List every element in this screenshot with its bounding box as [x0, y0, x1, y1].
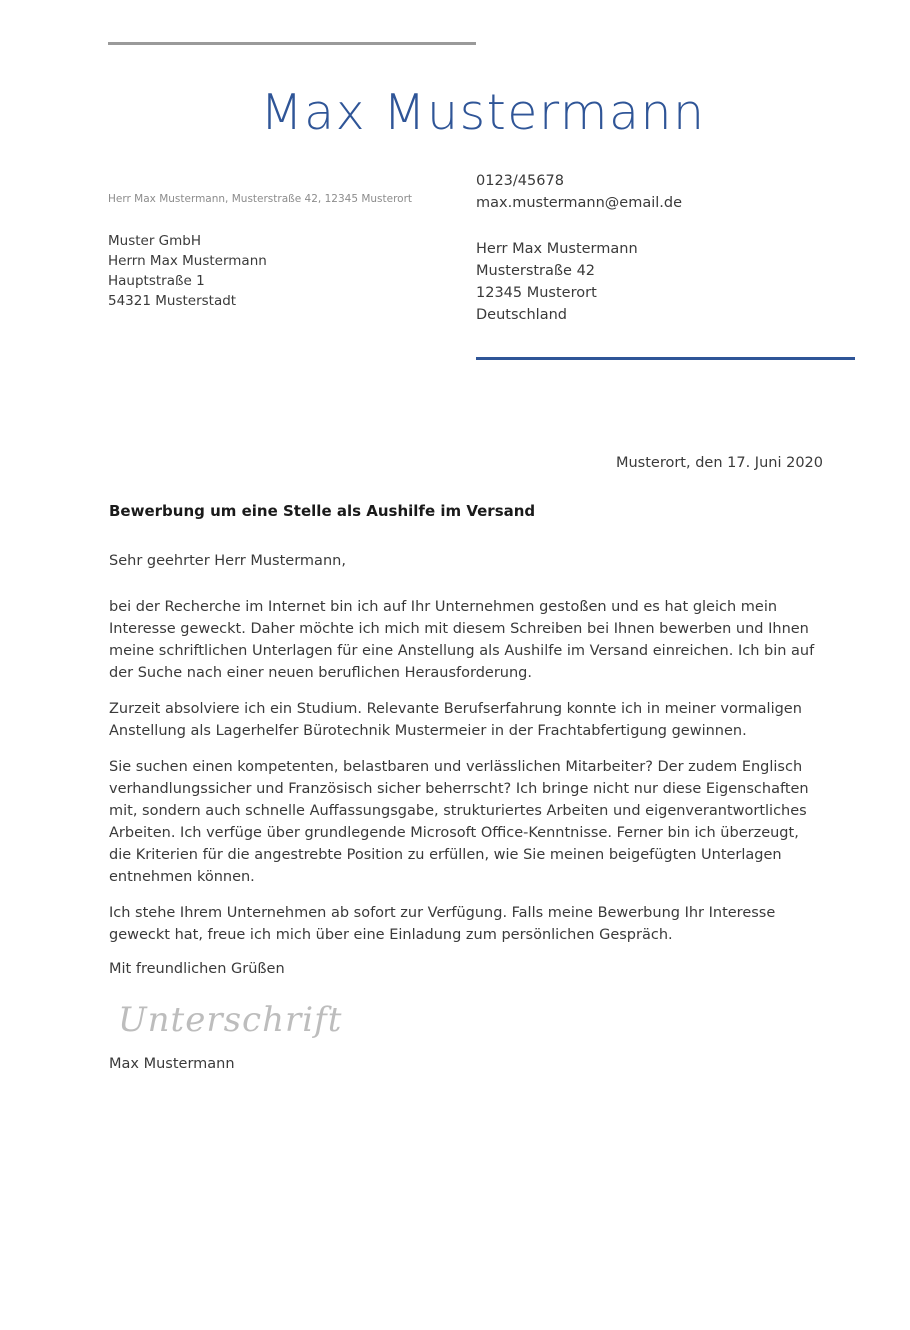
letter-salutation: Sehr geehrter Herr Mustermann,	[109, 553, 346, 569]
letter-subject: Bewerbung um eine Stelle als Aushilfe im Versand	[109, 502, 536, 520]
signer-name: Max Mustermann	[109, 1056, 235, 1072]
recipient-person: Herrn Max Mustermann	[108, 253, 267, 269]
header-divider	[108, 42, 476, 45]
body-paragraph-3: Sie suchen einen kompetenten, belastbaren und verlässlichen Mitarbeiter? Der zudem Englisch verhandlungssicher und Französisch sicher beherrscht? Ich bringe nicht nur diese Eigenschaften mit, sondern auch schnelle Auffassungsgabe, strukturiertes Arbeiten und eigenverantwortliches Arbeiten. Ich verfüge über grundlegende Microsoft Office-Kenntnisse. Ferner bin ich überzeugt, die Kriterien für die angestrebte Position zu erfüllen, wie Sie meinen beigefügten Unterlagen entnehmen können.	[109, 759, 809, 885]
recipient-address-block	[108, 231, 267, 311]
signature-placeholder: Unterschrift	[118, 1000, 343, 1040]
letter-closing: Mit freundlichen Grüßen	[109, 961, 285, 977]
recipient-company: Muster GmbH	[108, 233, 202, 249]
body-paragraph-4: Ich stehe Ihrem Unternehmen ab sofort zur Verfügung. Falls meine Bewerbung Ihr Interesse geweckt hat, freue ich mich über eine Einladung zum persönlichen Gespräch.	[109, 905, 776, 943]
applicant-name-title: Max Mustermann	[260, 84, 706, 141]
contact-block	[476, 170, 682, 214]
contact-phone: 0123/45678	[476, 173, 564, 189]
sender-address-block	[476, 238, 638, 326]
sender-country: Deutschland	[476, 307, 567, 323]
sender-name: Herr Max Mustermann	[476, 241, 638, 257]
letter-date: Musterort, den 17. Juni 2020	[615, 455, 823, 471]
body-paragraph-2: Zurzeit absolviere ich ein Studium. Relevante Berufserfahrung konnte ich in meiner vormaligen Anstellung als Lagerhelfer Bürotechnik Mustermeier in der Frachtabfertigung gewinnen.	[109, 701, 802, 739]
sender-street: Musterstraße 42	[476, 263, 596, 279]
contact-email: max.mustermann@email.de	[476, 195, 682, 211]
body-paragraph-1: bei der Recherche im Internet bin ich auf Ihr Unternehmen gestoßen und es hat gleich mein Interesse geweckt. Daher möchte ich mich mit diesem Schreiben bei Ihnen bewerben und Ihnen meine schriftlichen Unterlagen für eine Anstellung als Aushilfe im Versand einreichen. Ich bin auf der Suche nach einer neuen beruflichen Herausforderung.	[109, 599, 815, 681]
recipient-city: 54321 Musterstadt	[108, 293, 237, 309]
recipient-street: Hauptstraße 1	[108, 273, 205, 289]
accent-divider	[476, 357, 855, 360]
sender-return-address: Herr Max Mustermann, Musterstraße 42, 12345 Musterort	[108, 193, 413, 205]
sender-city: 12345 Musterort	[476, 285, 597, 301]
